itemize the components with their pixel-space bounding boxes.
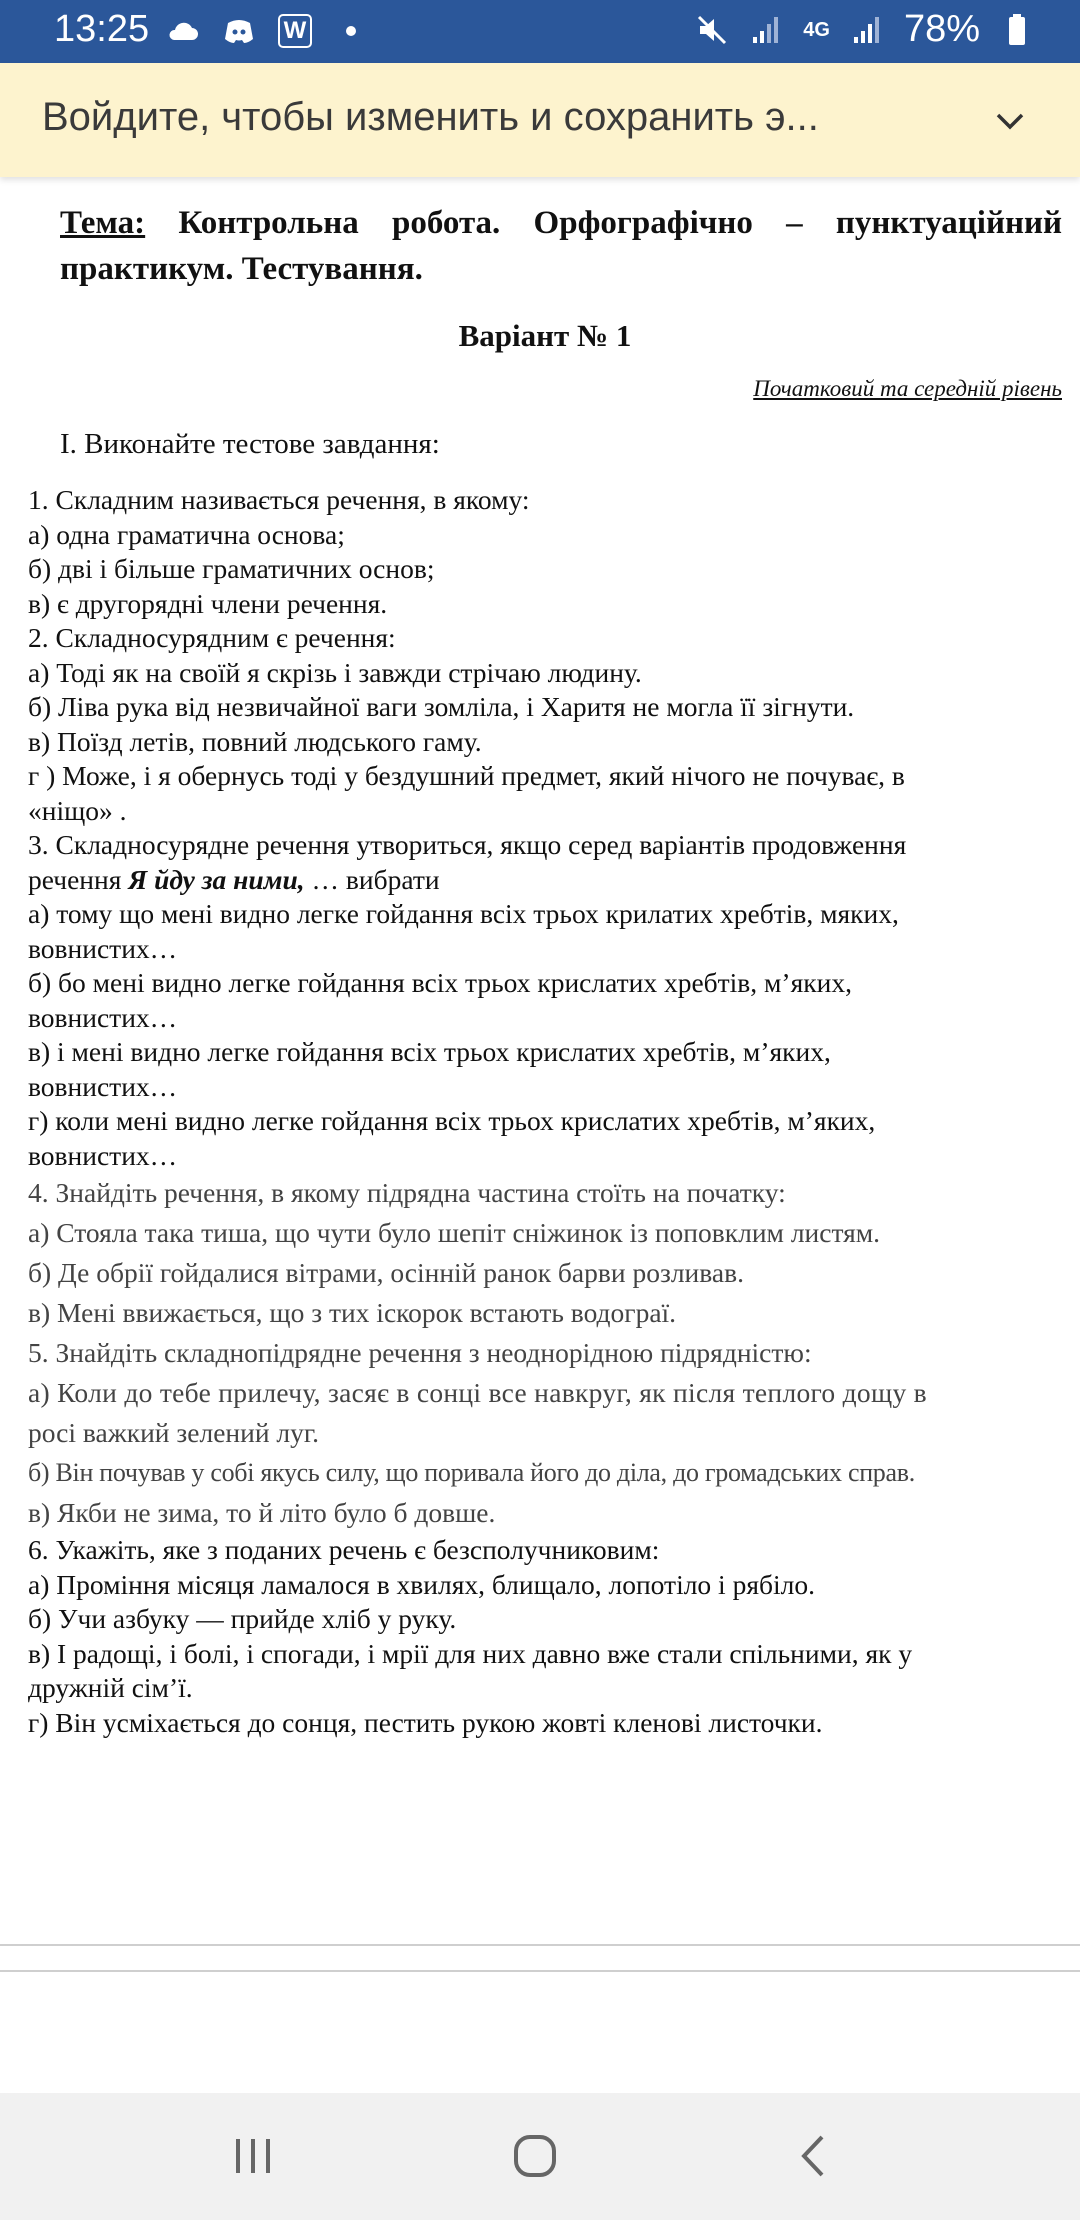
dot-icon [334,14,368,48]
status-bar [0,0,1080,63]
answer-option-continued: вовнистих… [28,932,178,964]
question-4: 4. Знайдіть речення, в якому підрядна частина стоїть на початку: [28,1177,786,1208]
answer-option-continued: вовнистих… [28,1001,178,1033]
recent-apps-icon[interactable] [228,2131,278,2181]
answer-option: в) І радощі, і болі, і спогади, і мрії для них давно вже стали спільними, як у [28,1637,913,1669]
chevron-down-icon[interactable] [992,103,1028,139]
page-title [28,200,1062,292]
answer-option-continued: росі важкий зелений луг. [28,1417,319,1448]
answer-option: в) Якби не зима, то й літо було б довше. [28,1497,496,1528]
clock: 13:25 [54,8,150,50]
answer-option-continued: вовнистих… [28,1139,178,1171]
answer-option: б) дві і більше граматичних основ; [28,553,435,584]
answer-option: б) Ліва рука від незвичайної ваги зомліла, і Харитя не могла її зігнути. [28,691,855,722]
q3-prefix: речення [28,863,129,895]
answer-option: а) тому що мені видно легке гойдання всіх трьох крилатих хребтів, мяких, [28,898,899,929]
answer-option: а) одна граматична основа; [28,518,345,550]
question-1: 1. Складним називається речення, в якому: [28,484,530,515]
page-divider [0,1944,1080,1946]
home-icon[interactable] [510,2131,560,2181]
sign-in-banner[interactable] [0,63,1080,177]
answer-option: а) Коли до тебе прилечу, засяє в сонці все навкруг, як після теплого дощу в [28,1377,927,1408]
page-divider [0,1970,1080,1972]
answer-option: б) Він почував у собі якусь силу, що поривала його до діла, до громадських справ. [28,1458,915,1487]
answer-option: б) Учи азбуку — прийде хліб у руку. [28,1603,457,1634]
battery-icon [1000,13,1034,47]
network-type: 4G [803,18,830,41]
answer-option: в) Поїзд летів, повний людського гаму. [28,725,482,757]
title-text: Контрольна робота. Орфографічно – пунктуаційний практикум. Тестування. [60,205,1062,287]
question-3: 3. Складносурядне речення утвориться, якщо серед варіантів продовження [28,829,907,860]
navigation-bar [0,2093,1080,2220]
signal-icon [749,13,783,47]
q3-quoted-sentence: Я йду за ними, [128,863,305,895]
back-icon[interactable] [790,2131,840,2181]
question-3-continued [28,863,1062,898]
answer-option: а) Стояла така тиша, що чути було шепіт сніжинок із поповклим листям. [28,1217,881,1248]
answer-option: а) Проміння місяця ламалося в хвилях, блищало, лопотіло і рябіло. [28,1568,815,1600]
question-2: 2. Складносурядним є речення: [28,622,396,653]
question-6: 6. Укажіть, яке з поданих речень є безсполучниковим: [28,1534,660,1565]
answer-option: г ) Може, і я обернусь тоді у бездушний предмет, який нічого не почуває, в [28,760,905,791]
task-heading: I. Виконайте тестове завдання: [60,428,440,460]
answer-option-continued: «ніщо» . [28,794,127,826]
answer-option: б) бо мені видно легке гойдання всіх трьох крислатих хребтів, м’яких, [28,967,852,998]
answer-option: г) коли мені видно легке гойдання всіх трьох крислатих хребтів, м’яких, [28,1105,876,1136]
sign-in-message: Войдите, чтобы изменить и сохранить э... [42,95,819,139]
answer-option: а) Тоді як на своїй я скрізь і завжди стрічаю людину. [28,656,642,688]
answer-option: г) Він усміхається до сонця, пестить рукою жовті кленові листочки. [28,1706,823,1738]
word-icon: W [278,14,312,48]
battery-percent: 78% [903,8,980,50]
answer-option: в) і мені видно легке гойдання всіх трьох крислатих хребтів, м’яких, [28,1036,831,1067]
tema-label: Тема: [60,205,146,241]
document-page [28,200,1062,1740]
answer-option: в) є другорядні члени речення. [28,587,388,619]
answer-option: в) Мені ввижається, що з тих іскорок встають водограї. [28,1297,677,1328]
discord-icon [222,14,256,48]
questions [28,483,1062,1740]
answer-option-continued: дружній сім’ї. [28,1672,193,1703]
mute-icon [695,13,729,47]
answer-option-continued: вовнистих… [28,1070,178,1102]
cloud-icon [166,14,200,48]
signal-icon [850,13,884,47]
question-5: 5. Знайдіть складнопідрядне речення з неоднорідною підрядністю: [28,1337,812,1368]
q3-suffix: … вибрати [304,863,440,895]
level-label: Початковий та середній рівень [753,376,1062,401]
answer-option: б) Де обрії гойдалися вітрами, осінній ранок барви розливав. [28,1257,744,1288]
variant-heading: Варіант № 1 [458,318,632,353]
